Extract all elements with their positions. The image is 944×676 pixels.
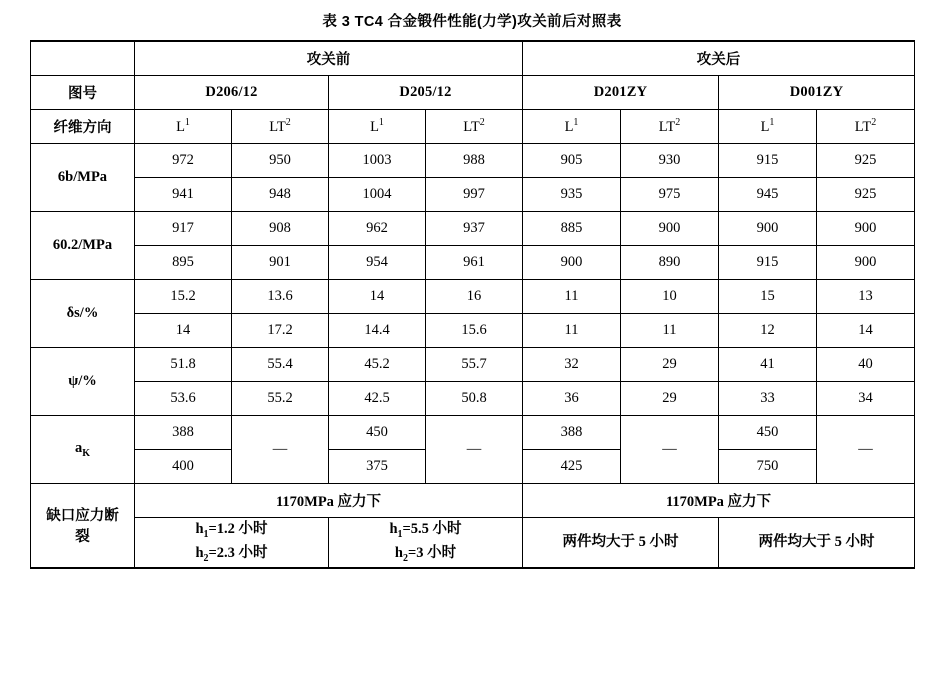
data-cell: 945 [719, 178, 817, 212]
data-cell: 450 [719, 416, 817, 450]
table-row [31, 280, 915, 314]
row-label-reduction-of-area: ψ/% [31, 348, 135, 416]
data-cell: 900 [817, 212, 915, 246]
data-cell: 11 [523, 280, 621, 314]
data-cell: 925 [817, 178, 915, 212]
stress-level-before: 1170MPa 应力下 [135, 484, 523, 518]
table-row [31, 382, 915, 416]
data-cell: 935 [523, 178, 621, 212]
data-cell: 988 [426, 144, 523, 178]
table-row [31, 518, 915, 568]
data-cell: 450 [329, 416, 426, 450]
fiber-direction-3: $L^1$ [329, 110, 426, 144]
data-cell: 14 [329, 280, 426, 314]
table-row [31, 144, 915, 178]
table-row [31, 76, 915, 110]
row-label-impact-toughness: $a_K$ [31, 416, 135, 484]
group-header-after: 攻关后 [523, 41, 915, 76]
data-cell: 15.2 [135, 280, 232, 314]
data-cell: 15.6 [426, 314, 523, 348]
data-cell: 50.8 [426, 382, 523, 416]
fiber-direction-7: $L^1$ [719, 110, 817, 144]
data-cell: 997 [426, 178, 523, 212]
data-cell: 10 [621, 280, 719, 314]
data-cell: 895 [135, 246, 232, 280]
row-label-elongation: δs/% [31, 280, 135, 348]
table-row [31, 314, 915, 348]
table-row [31, 246, 915, 280]
table-row [31, 484, 915, 518]
stress-level-after: 1170MPa 应力下 [523, 484, 915, 518]
data-cell: 915 [719, 144, 817, 178]
data-cell: 962 [329, 212, 426, 246]
fiber-direction-8: $LT^2$ [817, 110, 915, 144]
data-cell-empty: — [817, 416, 915, 484]
table-row [31, 416, 915, 450]
data-cell: 14.4 [329, 314, 426, 348]
data-cell: 961 [426, 246, 523, 280]
data-cell: 42.5 [329, 382, 426, 416]
data-cell: 40 [817, 348, 915, 382]
data-cell: 917 [135, 212, 232, 246]
data-cell: 14 [817, 314, 915, 348]
data-cell: 51.8 [135, 348, 232, 382]
data-cell: 750 [719, 450, 817, 484]
data-cell: 900 [719, 212, 817, 246]
drawing-number-3: D201ZY [523, 76, 719, 110]
data-cell: 388 [523, 416, 621, 450]
data-cell: 15 [719, 280, 817, 314]
data-cell: 885 [523, 212, 621, 246]
data-cell: 55.2 [232, 382, 329, 416]
data-cell: 45.2 [329, 348, 426, 382]
fiber-direction-4: $LT^2$ [426, 110, 523, 144]
notch-result-2: $h_1=5.5$ 小时 $h_2=3$ 小时 [329, 518, 523, 568]
notch-result-1: $h_1=1.2$ 小时 $h_2=2.3$ 小时 [135, 518, 329, 568]
data-cell: 33 [719, 382, 817, 416]
row-header-fiber-direction: 纤维方向 [31, 110, 135, 144]
table-row [31, 212, 915, 246]
table-row [31, 348, 915, 382]
data-cell: 890 [621, 246, 719, 280]
row-label-tensile-strength: 6b/MPa [31, 144, 135, 212]
data-cell: 972 [135, 144, 232, 178]
data-cell: 13.6 [232, 280, 329, 314]
data-cell: 55.4 [232, 348, 329, 382]
row-label-notch-stress-rupture [31, 484, 135, 568]
data-cell: 425 [523, 450, 621, 484]
data-cell-empty: — [232, 416, 329, 484]
data-cell: 29 [621, 348, 719, 382]
data-cell: 937 [426, 212, 523, 246]
drawing-number-2: D205/12 [329, 76, 523, 110]
header-corner-cell [31, 41, 135, 76]
row-label-yield-strength: 60.2/MPa [31, 212, 135, 280]
data-cell: 900 [817, 246, 915, 280]
data-cell: 36 [523, 382, 621, 416]
data-cell: 388 [135, 416, 232, 450]
data-cell-empty: — [426, 416, 523, 484]
table-row [31, 41, 915, 76]
notch-label-line2: 裂 [75, 529, 90, 546]
table-row [31, 178, 915, 212]
data-cell: 32 [523, 348, 621, 382]
group-header-before: 攻关前 [135, 41, 523, 76]
data-cell: 948 [232, 178, 329, 212]
data-cell: 11 [621, 314, 719, 348]
data-cell: 55.7 [426, 348, 523, 382]
drawing-number-4: D001ZY [719, 76, 915, 110]
data-cell: 400 [135, 450, 232, 484]
fiber-direction-6: $LT^2$ [621, 110, 719, 144]
data-cell: 941 [135, 178, 232, 212]
data-cell: 1004 [329, 178, 426, 212]
data-cell: 11 [523, 314, 621, 348]
data-cell: 34 [817, 382, 915, 416]
data-cell: 14 [135, 314, 232, 348]
data-cell: 29 [621, 382, 719, 416]
data-cell: 900 [523, 246, 621, 280]
data-cell: 1003 [329, 144, 426, 178]
data-cell: 13 [817, 280, 915, 314]
properties-comparison-table [30, 40, 915, 569]
data-cell: 975 [621, 178, 719, 212]
fiber-direction-5: $L^1$ [523, 110, 621, 144]
data-cell: 915 [719, 246, 817, 280]
data-cell: 53.6 [135, 382, 232, 416]
table-caption: 表 3 TC4 合金锻件性能(力学)攻关前后对照表 [322, 14, 622, 30]
notch-result-4: 两件均大于 5 小时 [719, 518, 915, 568]
drawing-number-1: D206/12 [135, 76, 329, 110]
data-cell: 930 [621, 144, 719, 178]
data-cell: 905 [523, 144, 621, 178]
notch-result-3: 两件均大于 5 小时 [523, 518, 719, 568]
table-row [31, 110, 915, 144]
data-cell: 12 [719, 314, 817, 348]
fiber-direction-2: $LT^2$ [232, 110, 329, 144]
row-header-drawing-number: 图号 [31, 76, 135, 110]
data-cell: 908 [232, 212, 329, 246]
data-cell: 41 [719, 348, 817, 382]
data-cell-empty: — [621, 416, 719, 484]
fiber-direction-1: $L^1$ [135, 110, 232, 144]
data-cell: 901 [232, 246, 329, 280]
data-cell: 16 [426, 280, 523, 314]
data-cell: 375 [329, 450, 426, 484]
notch-label-line1: 缺口应力断 [46, 508, 119, 525]
data-cell: 925 [817, 144, 915, 178]
data-cell: 900 [621, 212, 719, 246]
data-cell: 954 [329, 246, 426, 280]
data-cell: 950 [232, 144, 329, 178]
data-cell: 17.2 [232, 314, 329, 348]
